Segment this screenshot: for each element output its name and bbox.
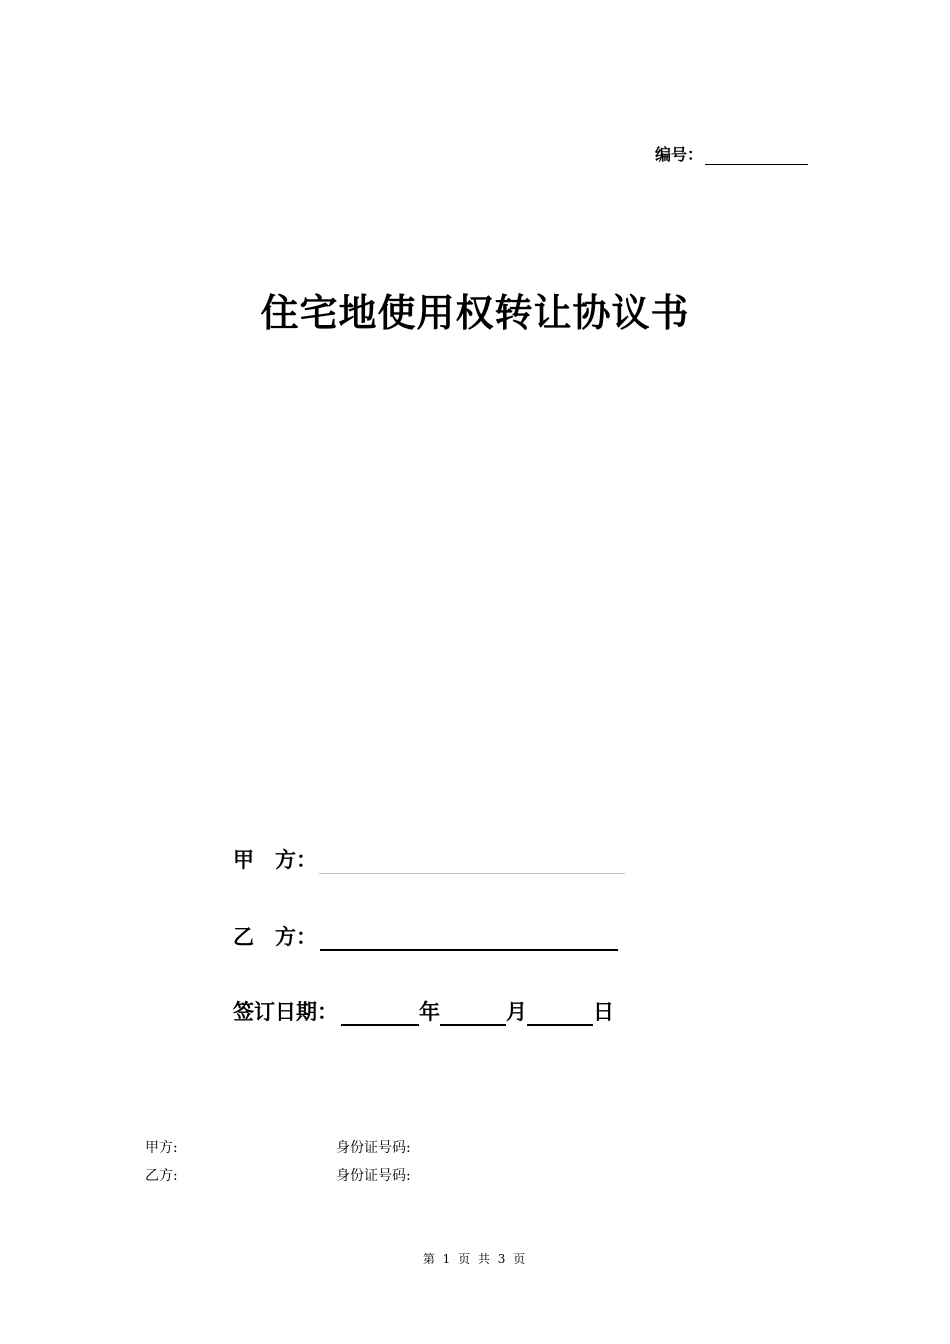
month-label: 月 (506, 1000, 527, 1024)
serial-number (655, 142, 808, 165)
party-a-field (233, 844, 625, 874)
sign-date-field (233, 996, 614, 1026)
document-title: 住宅地使用权转让协议书 (260, 290, 690, 335)
party-a-label: 甲 方： (233, 848, 317, 872)
year-blank-line (341, 1002, 419, 1026)
serial-label: 编号： (655, 145, 704, 164)
signature-party-b-id: 身份证号码: (336, 1168, 411, 1184)
signature-party-a: 甲方: (145, 1140, 178, 1156)
page-footer: 第 1 页 共 3 页 (422, 1252, 528, 1266)
party-b-field (233, 921, 618, 951)
serial-blank-line (705, 146, 808, 165)
day-blank-line (527, 1002, 593, 1026)
party-b-blank-line (320, 927, 618, 951)
day-label: 日 (593, 1000, 614, 1024)
party-a-blank-line (319, 851, 625, 874)
sign-date-label: 签订日期： (233, 1000, 338, 1024)
party-b-label: 乙 方： (233, 925, 317, 949)
year-label: 年 (419, 1000, 440, 1024)
month-blank-line (440, 1002, 506, 1026)
signature-party-a-id: 身份证号码: (336, 1140, 411, 1156)
signature-party-b: 乙方: (145, 1168, 178, 1184)
